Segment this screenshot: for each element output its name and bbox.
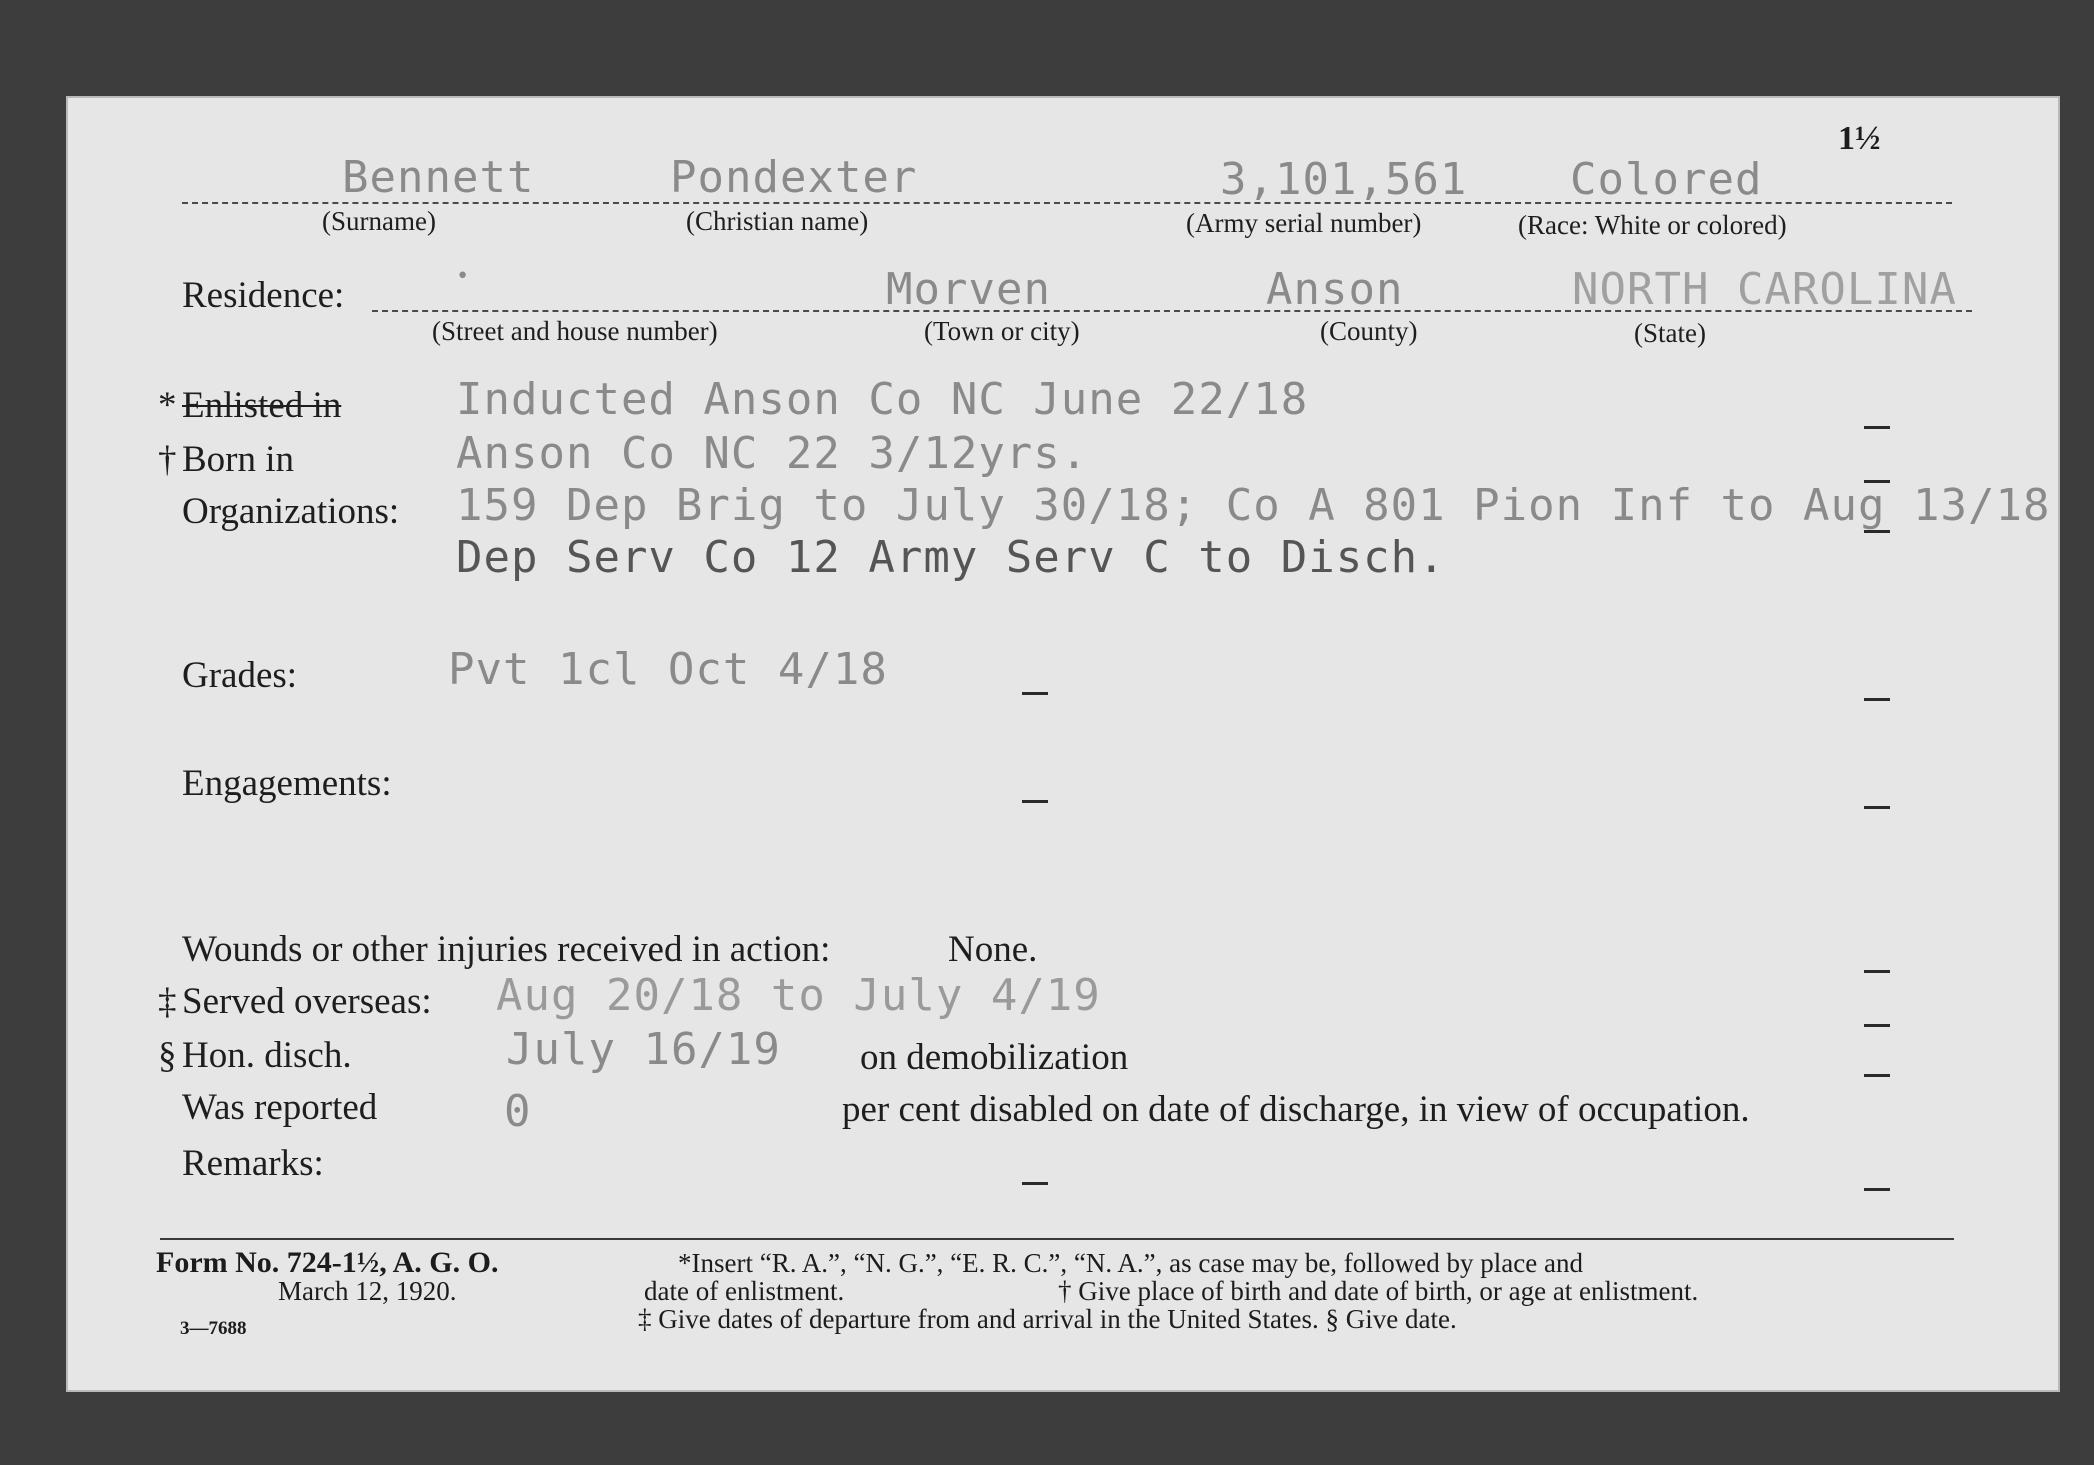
overseas-marker: ‡: [158, 981, 177, 1022]
print-number: 3—7688: [180, 1318, 247, 1339]
organizations-line-1: 159 Dep Brig to July 30/18; Co A 801 Pion Inf to Aug 13/18: [456, 480, 2051, 531]
reported-value: 0: [504, 1086, 532, 1137]
enlisted-label: Enlisted in: [182, 385, 342, 426]
engagements-dash: [1864, 806, 1890, 809]
footer-rule: [160, 1238, 1954, 1240]
card-number: 1½: [1838, 120, 1881, 157]
born-label: Born in: [182, 439, 295, 480]
born-value: Anson Co NC 22 3/12yrs.: [456, 428, 1089, 479]
surname-caption: (Surname): [322, 206, 436, 236]
serial-caption: (Army serial number): [1186, 208, 1422, 238]
overseas-value: Aug 20/18 to July 4/19: [496, 970, 1101, 1021]
residence-label: Residence:: [182, 275, 345, 316]
enlisted-dash: [1864, 426, 1890, 429]
serial-value: 3,101,561: [1220, 154, 1468, 205]
state-caption: (State): [1634, 318, 1706, 348]
form-number: Form No. 724-1½, A. G. O.: [156, 1246, 499, 1279]
remarks-label: Remarks:: [182, 1143, 324, 1184]
reported-note: per cent disabled on date of discharge, in view of occupation.: [842, 1089, 1750, 1130]
overseas-dash: [1864, 1024, 1890, 1027]
street-caption: (Street and house number): [432, 316, 718, 346]
footnote-overseas: ‡ Give dates of departure from and arrival in the United States. § Give date.: [638, 1304, 1457, 1334]
overseas-label: Served overseas:: [182, 981, 432, 1022]
engagements-dash-mid: [1022, 800, 1048, 803]
remarks-dash: [1864, 1188, 1890, 1191]
state-value: NORTH CAROLINA: [1572, 264, 1957, 315]
enlisted-value: Inducted Anson Co NC June 22/18: [456, 374, 1309, 425]
grades-dash: [1864, 698, 1890, 701]
county-value: Anson: [1266, 264, 1404, 315]
organizations-label: Organizations:: [182, 491, 400, 532]
footnote-birth: † Give place of birth and date of birth, or age at enlistment.: [1058, 1276, 1699, 1306]
form-date: March 12, 1920.: [278, 1276, 457, 1306]
reported-label: Was reported: [182, 1087, 378, 1128]
county-caption: (County): [1320, 316, 1418, 346]
discharge-value: July 16/19: [506, 1024, 781, 1075]
surname-value: Bennett: [342, 152, 535, 203]
grades-value: Pvt 1cl Oct 4/18: [448, 644, 888, 695]
discharge-dash: [1864, 1074, 1890, 1077]
christian-name-value: Pondexter: [670, 152, 918, 203]
race-value: Colored: [1570, 154, 1763, 205]
footnote-enlistment: date of enlistment.: [644, 1276, 845, 1306]
town-caption: (Town or city): [924, 316, 1080, 346]
enlisted-marker: *: [158, 385, 177, 426]
grades-dash-mid: [1022, 692, 1048, 695]
discharge-label: Hon. disch.: [182, 1035, 352, 1076]
discharge-note: on demobilization: [860, 1037, 1129, 1078]
town-value: Morven: [886, 264, 1051, 315]
street-value: •: [456, 264, 471, 289]
organizations-line-2: Dep Serv Co 12 Army Serv C to Disch.: [456, 532, 1446, 583]
remarks-dash-mid: [1022, 1182, 1048, 1185]
service-record-card: [66, 96, 2060, 1392]
wounds-label: Wounds or other injuries received in action:: [182, 929, 831, 970]
organizations-dash: [1864, 530, 1890, 533]
grades-label: Grades:: [182, 655, 298, 696]
christian-name-caption: (Christian name): [686, 206, 869, 236]
engagements-label: Engagements:: [182, 763, 392, 804]
wounds-value: None.: [948, 929, 1038, 970]
race-caption: (Race: White or colored): [1518, 210, 1787, 240]
wounds-dash: [1864, 970, 1890, 973]
footnote-insert: *Insert “R. A.”, “N. G.”, “E. R. C.”, “N. A.”, as case may be, followed by place and: [678, 1248, 1583, 1278]
discharge-marker: §: [158, 1035, 177, 1076]
born-marker: †: [158, 439, 177, 480]
